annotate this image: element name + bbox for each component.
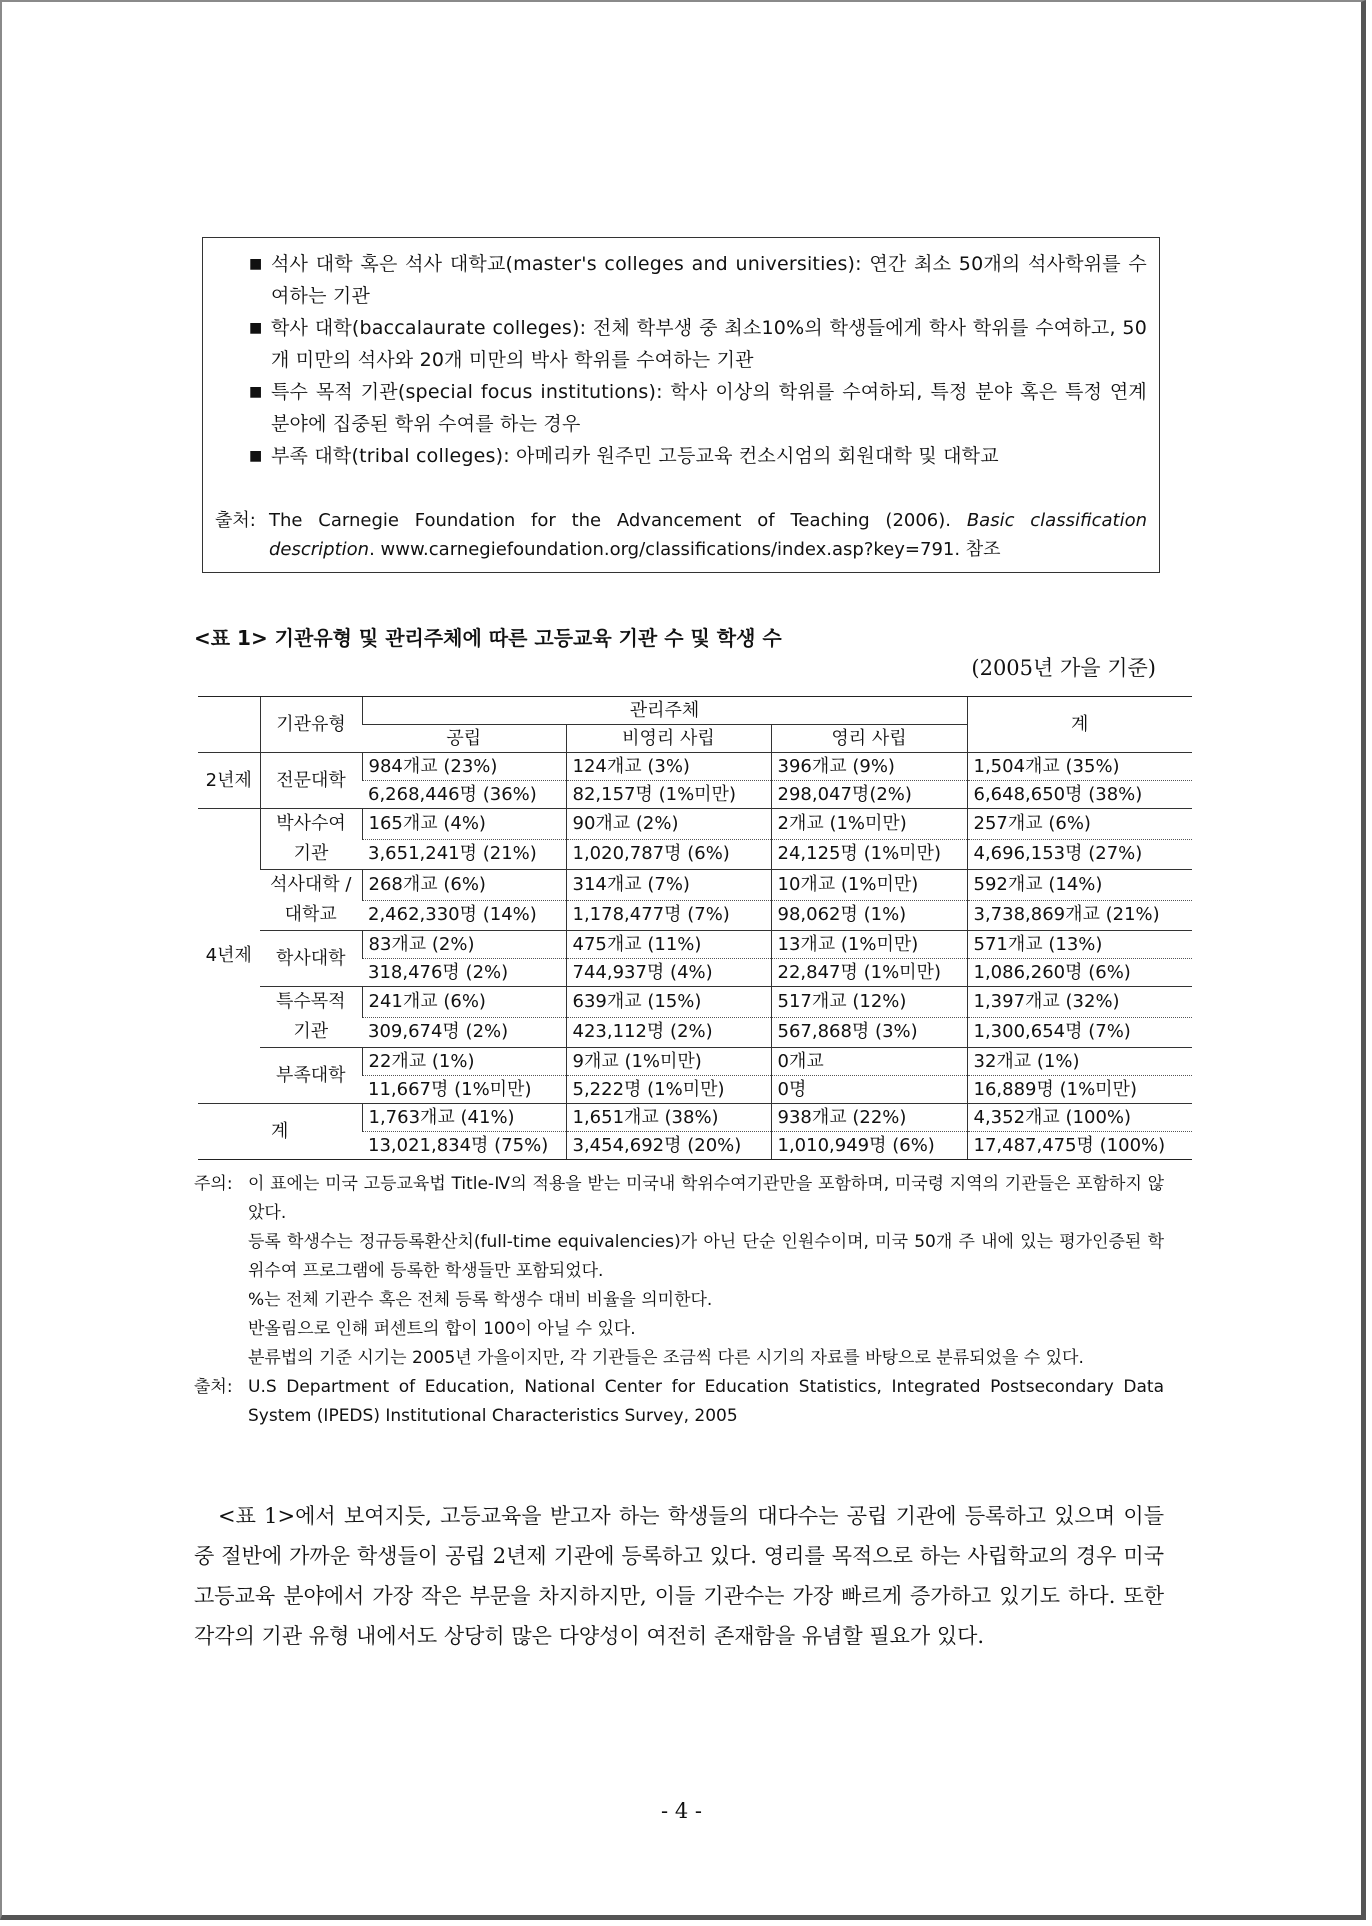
note-line: %는 전체 기관수 혹은 전체 등록 학생수 대비 비율을 의미한다. [248, 1290, 713, 1310]
inst-count-cell: 1,504개교 (35%) [967, 753, 1192, 781]
inst-count-cell: 1,397개교 (32%) [967, 987, 1192, 1018]
note-source-text: U.S Department of Education, National Center for Education Statistics, Integrated Postsecondary Data System (IPEDS) Institutional Characteristics Survey, 2005 [248, 1377, 1164, 1426]
inst-count-cell: 984개교 (23%) [362, 753, 566, 781]
list-item [215, 440, 1147, 472]
student-count-cell: 13,021,834명 (75%) [362, 1132, 566, 1160]
inst-count-cell: 475개교 (11%) [566, 931, 771, 959]
note-line: 반올림으로 인해 퍼센트의 합이 100이 아닐 수 있다. [248, 1319, 636, 1339]
student-count-cell: 3,651,241명 (21%) [362, 839, 566, 870]
inst-count-cell: 9개교 (1%미만) [566, 1048, 771, 1076]
inst-count-cell: 165개교 (4%) [362, 809, 566, 840]
student-count-cell: 16,889명 (1%미만) [967, 1076, 1192, 1104]
inst-count-cell: 592개교 (14%) [967, 870, 1192, 901]
student-count-cell: 17,487,475명 (100%) [967, 1132, 1192, 1160]
table-date-note: (2005년 가을 기준) [971, 656, 1156, 680]
inst-count-cell: 1,651개교 (38%) [566, 1104, 771, 1132]
list-item-text: 특수 목적 기관(special focus institutions): 학사 이상의 학위를 수여하되, 특정 분야 혹은 특정 연계 분야에 집중된 학위 수여를 하는 경우 [271, 381, 1147, 435]
inst-count-cell: 1,763개교 (41%) [362, 1104, 566, 1132]
student-count-cell: 24,125명 (1%미만) [771, 839, 967, 870]
student-count-cell: 3,738,869개교 (21%) [967, 900, 1192, 931]
inst-count-cell: 241개교 (6%) [362, 987, 566, 1018]
inst-count-cell: 83개교 (2%) [362, 931, 566, 959]
header-forprofit: 영리 사립 [771, 725, 967, 753]
inst-count-cell: 2개교 (1%미만) [771, 809, 967, 840]
inst-count-cell: 639개교 (15%) [566, 987, 771, 1018]
student-count-cell: 1,178,477명 (7%) [566, 900, 771, 931]
list-item-text: 부족 대학(tribal colleges): 아메리카 원주민 고등교육 컨소시엄의 회원대학 및 대학교 [271, 445, 999, 467]
source-post: . www.carnegiefoundation.org/classifications/index.asp?key=791. 참조 [369, 539, 1001, 560]
note-body [194, 1170, 1164, 1373]
student-count-cell: 22,847명 (1%미만) [771, 959, 967, 987]
list-item [215, 248, 1147, 312]
note-line: 이 표에는 미국 고등교육법 Title-Ⅳ의 적용을 받는 미국내 학위수여기관만을 포함하며, 미국령 지역의 기관들은 포함하지 않았다. [248, 1174, 1164, 1223]
student-count-cell: 744,937명 (4%) [566, 959, 771, 987]
table-title: <표 1> 기관유형 및 관리주체에 따른 고등교육 기관 수 및 학생 수 [194, 626, 782, 650]
table-notes [194, 1170, 1164, 1431]
student-count-cell: 0명 [771, 1076, 967, 1104]
inst-count-cell: 32개교 (1%) [967, 1048, 1192, 1076]
table-row [198, 931, 1192, 959]
source-label: 출처: [215, 510, 256, 531]
list-item-text: 석사 대학 혹은 석사 대학교(master's colleges and universities): 연간 최소 50개의 석사학위를 수여하는 기관 [271, 253, 1147, 307]
table-total-row [198, 1104, 1192, 1132]
square-bullet-icon: ■ [249, 384, 263, 400]
classification-list [215, 248, 1147, 472]
classification-box [202, 237, 1160, 573]
type-cell: 특수목적 기관 [260, 987, 362, 1048]
data-table [198, 696, 1192, 1160]
student-count-cell: 298,047명(2%) [771, 781, 967, 809]
student-count-cell: 1,020,787명 (6%) [566, 839, 771, 870]
inst-count-cell: 571개교 (13%) [967, 931, 1192, 959]
inst-count-cell: 10개교 (1%미만) [771, 870, 967, 901]
student-count-cell: 1,010,949명 (6%) [771, 1132, 967, 1160]
source-text [215, 506, 1147, 564]
header-total: 계 [967, 697, 1192, 753]
total-label-cell: 계 [198, 1104, 362, 1160]
list-item [215, 312, 1147, 376]
header-type: 기관유형 [260, 697, 362, 753]
inst-count-cell: 938개교 (22%) [771, 1104, 967, 1132]
type-cell: 석사대학 /대학교 [260, 870, 362, 931]
student-count-cell: 318,476명 (2%) [362, 959, 566, 987]
student-count-cell: 11,667명 (1%미만) [362, 1076, 566, 1104]
table-row [198, 1048, 1192, 1076]
student-count-cell: 309,674명 (2%) [362, 1017, 566, 1048]
source-pre: The Carnegie Foundation for the Advancement of Teaching (2006). [269, 510, 967, 531]
table-row [198, 809, 1192, 840]
note-line: 분류법의 기준 시기는 2005년 가을이지만, 각 기관들은 조금씩 다른 시기의 자료를 바탕으로 분류되었을 수 있다. [248, 1348, 1084, 1368]
list-item-text: 학사 대학(baccalaurate colleges): 전체 학부생 중 최소10%의 학생들에게 학사 학위를 수여하고, 50개 미만의 석사와 20개 미만의 박사 학위를 수여하는 기관 [271, 317, 1147, 371]
inst-count-cell: 314개교 (7%) [566, 870, 771, 901]
table-row [198, 753, 1192, 781]
table-row [198, 870, 1192, 901]
student-count-cell: 98,062명 (1%) [771, 900, 967, 931]
type-cell: 박사수여 기관 [260, 809, 362, 870]
inst-count-cell: 4,352개교 (100%) [967, 1104, 1192, 1132]
student-count-cell: 3,454,692명 (20%) [566, 1132, 771, 1160]
inst-count-cell: 257개교 (6%) [967, 809, 1192, 840]
square-bullet-icon: ■ [249, 320, 263, 336]
source-italic: Basic classification description [269, 510, 1147, 560]
group-cell: 2년제 [198, 753, 260, 809]
student-count-cell: 6,268,446명 (36%) [362, 781, 566, 809]
student-count-cell: 4,696,153명 (27%) [967, 839, 1192, 870]
student-count-cell: 6,648,650명 (38%) [967, 781, 1192, 809]
square-bullet-icon: ■ [249, 256, 263, 272]
type-cell: 부족대학 [260, 1048, 362, 1104]
type-cell: 학사대학 [260, 931, 362, 987]
student-count-cell: 2,462,330명 (14%) [362, 900, 566, 931]
note-line: 등록 학생수는 정규등록환산치(full-time equivalencies)가 아닌 단순 인원수이며, 미국 50개 주 내에 있는 평가인증된 학위수여 프로그램에 등록한 학생들만 포함되었다. [248, 1232, 1164, 1281]
type-cell: 전문대학 [260, 753, 362, 809]
table-header-row [198, 697, 1192, 725]
student-count-cell: 82,157명 (1%미만) [566, 781, 771, 809]
note-label: 주의: [194, 1174, 233, 1194]
student-count-cell: 567,868명 (3%) [771, 1017, 967, 1048]
inst-count-cell: 124개교 (3%) [566, 753, 771, 781]
student-count-cell: 423,112명 (2%) [566, 1017, 771, 1048]
inst-count-cell: 22개교 (1%) [362, 1048, 566, 1076]
inst-count-cell: 13개교 (1%미만) [771, 931, 967, 959]
header-mgmt: 관리주체 [362, 697, 967, 725]
inst-count-cell: 268개교 (6%) [362, 870, 566, 901]
square-bullet-icon: ■ [249, 448, 263, 464]
box-source [215, 506, 1147, 564]
inst-count-cell: 90개교 (2%) [566, 809, 771, 840]
list-item [215, 376, 1147, 440]
header-public: 공립 [362, 725, 566, 753]
body-paragraph: <표 1>에서 보여지듯, 고등교육을 받고자 하는 학생들의 대다수는 공립 기관에 등록하고 있으며 이들 중 절반에 가까운 학생들이 공립 2년제 기관에 등록하고 있다. 영리를 목적으로 하는 사립학교의 경우 미국 고등교육 분야에서 가장 작은 부문을 차지하지만, 이들 기관수는 가장 빠르게 증가하고 있기도 하다. 또한 각각의 기관 유형 내에서도 상당히 많은 다양성이 여전히 존재함을 유념할 필요가 있다. [194, 1504, 1164, 1648]
student-count-cell: 1,300,654명 (7%) [967, 1017, 1192, 1048]
student-count-cell: 5,222명 (1%미만) [566, 1076, 771, 1104]
student-count-cell: 1,086,260명 (6%) [967, 959, 1192, 987]
note-source-label: 출처: [194, 1377, 233, 1397]
inst-count-cell: 0개교 [771, 1048, 967, 1076]
group-cell: 4년제 [198, 809, 260, 1104]
page-number: - 4 - [661, 1799, 702, 1823]
table-row [198, 987, 1192, 1018]
header-empty-cell [198, 697, 260, 753]
inst-count-cell: 517개교 (12%) [771, 987, 967, 1018]
header-nonprofit: 비영리 사립 [566, 725, 771, 753]
inst-count-cell: 396개교 (9%) [771, 753, 967, 781]
